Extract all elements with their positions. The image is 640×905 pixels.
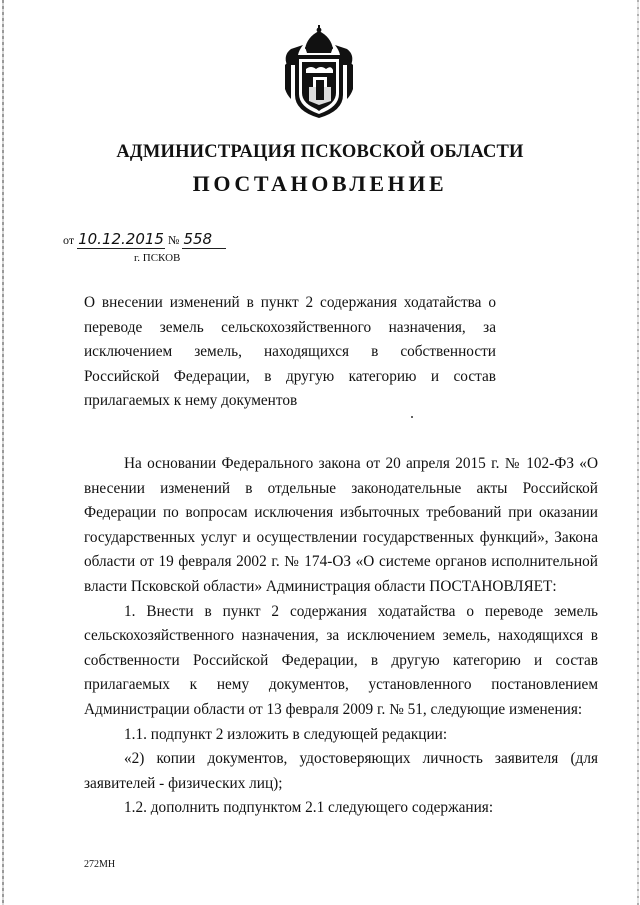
handwritten-number: 558 bbox=[182, 230, 226, 249]
document-type-title: ПОСТАНОВЛЕНИЕ bbox=[192, 171, 448, 196]
body-paragraph-item-1-1: 1.1. подпункт 2 изложить в следующей редакции: bbox=[124, 725, 448, 743]
city-label: г. ПСКОВ bbox=[134, 252, 181, 264]
scan-left-edge bbox=[2, 0, 4, 905]
document-body bbox=[84, 452, 598, 821]
date-prefix: от bbox=[63, 233, 75, 247]
body-paragraph-quote-2: «2) копии документов, удостоверяющих личность заявителя (для заявителей - физических лиц); bbox=[84, 750, 598, 792]
body-paragraph-item-1: 1. Внести в пункт 2 содержания ходатайства о переводе земель сельскохозяйственного назначения, за исключением земель, находящихся в собственности Российской Федерации, в другую категорию и состав прилагаемых к нему документов, установленного постановлением Администрации области от 13 февраля 2009 г. № 51, следующие изменения: bbox=[84, 602, 598, 718]
handwritten-date: 10.12.2015 bbox=[78, 230, 164, 248]
number-sign: № bbox=[167, 233, 180, 247]
footer-code: 272МН bbox=[84, 859, 116, 870]
coat-of-arms-icon bbox=[281, 25, 357, 120]
registration-line bbox=[63, 230, 226, 248]
organization-title: АДМИНИСТРАЦИЯ ПСКОВСКОЙ ОБЛАСТИ bbox=[116, 142, 524, 162]
body-paragraph-basis: На основании Федерального закона от 20 апреля 2015 г. № 102-ФЗ «О внесении изменений в отдельные законодательные акты Российской Федерации по вопросам исключения избыточных требований при оказании государственных услуг и осуществлении государственных функций», Закона области от 19 февраля 2002 г. № 174-ОЗ «О системе органов исполнительной власти Псковской области» Администрация области ПОСТАНОВЛЯЕТ: bbox=[84, 455, 598, 595]
body-paragraph-item-1-2: 1.2. дополнить подпунктом 2.1 следующего содержания: bbox=[124, 799, 494, 817]
scan-right-edge bbox=[637, 0, 639, 905]
document-subject: О внесении изменений в пункт 2 содержания ходатайства о переводе земель сельскохозяйственного назначения, за исключением земель, находящихся в собственности Российской Федерации, в другую категорию и состав прилагаемых к нему документов bbox=[84, 294, 496, 410]
scan-speck bbox=[411, 416, 413, 418]
